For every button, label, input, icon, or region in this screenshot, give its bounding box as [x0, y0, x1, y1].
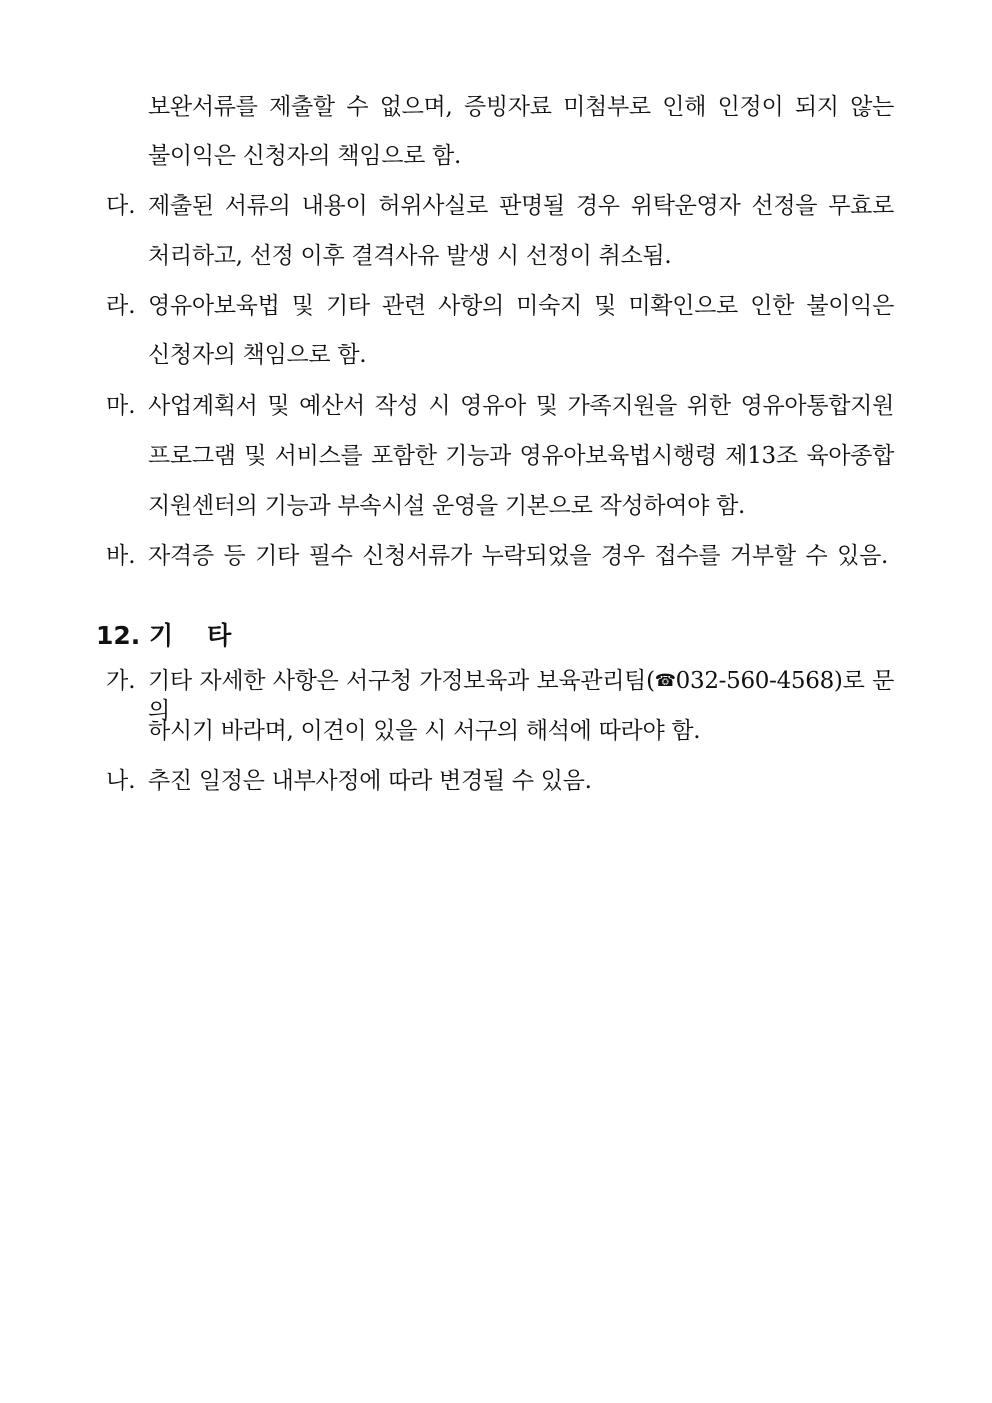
paragraph-text: 032-560-4568)로 문의 — [148, 668, 895, 724]
paragraph-line: 영유아보육법 및 기타 관련 사항의 미숙지 및 미확인으로 인한 불이익은 — [148, 293, 894, 319]
paragraph-line: 처리하고, 선정 이후 결격사유 발생 시 선정이 취소됨. — [148, 243, 672, 269]
paragraph-line: 지원센터의 기능과 부속시설 운영을 기본으로 작성하여야 함. — [148, 493, 746, 519]
paragraph-text: 기타 자세한 사항은 서구청 가정보육과 보육관리팀( — [148, 668, 655, 694]
section-heading — [96, 620, 231, 652]
paragraph-line: 제출된 서류의 내용이 허위사실로 판명될 경우 위탁운영자 선정을 무효로 — [148, 193, 894, 219]
list-marker: 가. — [106, 668, 136, 694]
list-marker: 나. — [106, 768, 136, 794]
list-marker: 바. — [106, 543, 136, 569]
paragraph-line: 사업계획서 및 예산서 작성 시 영유아 및 가족지원을 위한 영유아통합지원 — [148, 393, 894, 419]
paragraph-line: 하시기 바라며, 이견이 있을 시 서구의 해석에 따라야 함. — [148, 718, 701, 744]
section-title-part: 타 — [207, 621, 232, 650]
paragraph-line: 보완서류를 제출할 수 없으며, 증빙자료 미첨부로 인해 인정이 되지 않는 — [148, 94, 894, 120]
paragraph-line: 신청자의 책임으로 함. — [148, 342, 367, 368]
paragraph-line: 추진 일정은 내부사정에 따라 변경될 수 있음. — [148, 768, 592, 794]
paragraph-line: 불이익은 신청자의 책임으로 함. — [148, 143, 461, 169]
phone-icon: ☎ — [654, 671, 676, 691]
section-title-part: 기 — [149, 621, 174, 650]
paragraph-line: 자격증 등 기타 필수 신청서류가 누락되었을 경우 접수를 거부할 수 있음. — [148, 543, 888, 569]
list-marker: 마. — [106, 393, 136, 419]
list-marker: 다. — [106, 193, 136, 219]
section-number: 12. — [96, 621, 141, 650]
paragraph-line — [148, 666, 895, 724]
paragraph-line: 프로그램 및 서비스를 포함한 기능과 영유아보육법시행령 제13조 육아종합 — [148, 443, 894, 469]
list-marker: 라. — [106, 293, 136, 319]
